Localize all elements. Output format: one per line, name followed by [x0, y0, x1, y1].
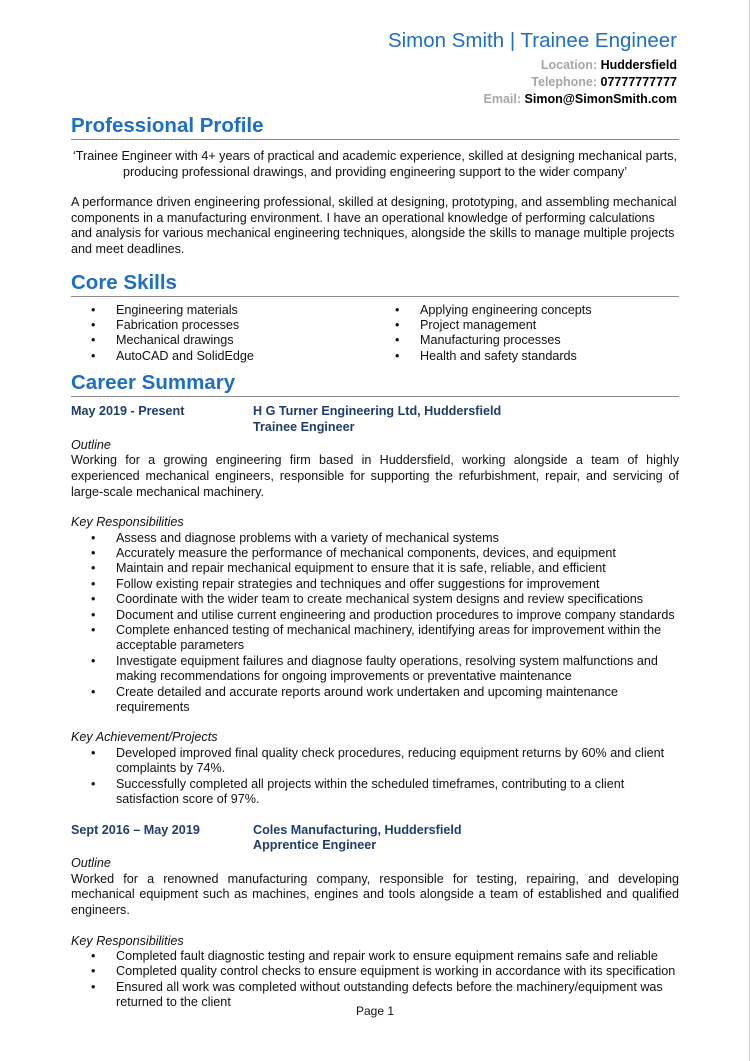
responsibilities-label: Key Responsibilities	[71, 515, 184, 530]
list-item: • Investigate equipment failures and diagnose faulty operations, resolving system malfunctions and making recommendations for ongoing improvements or preventative maintenance	[71, 654, 679, 685]
list-item: • Create detailed and accurate reports around work undertaken and upcoming maintenance requirements	[71, 685, 679, 716]
skills-heading: Core Skills	[71, 270, 679, 297]
telephone-label: Telephone:	[531, 75, 598, 89]
outline-label: Outline	[71, 438, 111, 452]
career-heading: Career Summary	[71, 370, 679, 397]
job-dates: Sept 2016 – May 2019	[71, 822, 200, 837]
name-title: Simon Smith | Trainee Engineer	[387, 29, 677, 52]
cv-content	[71, 113, 679, 1011]
job-outline: Working for a growing engineering firm based in Huddersfield, working alongside a team of highly experienced mechanical engineers, responsible for supporting the refurbishment, repair, and servicing of large-scale mechanical machinery.	[71, 453, 679, 499]
job-employer	[253, 404, 501, 435]
achievements-list	[71, 746, 679, 808]
job-employer	[253, 823, 462, 854]
telephone-line	[388, 74, 677, 91]
responsibilities-label: Key Responsibilities	[71, 933, 184, 948]
telephone-value: 07777777777	[600, 75, 677, 89]
skill-item: • Mechanical drawings	[71, 333, 375, 348]
cv-header	[388, 29, 677, 108]
job-company: Coles Manufacturing, Huddersfield	[253, 822, 462, 837]
list-item: • Completed quality control checks to ensure equipment is working in accordance with its specification	[71, 964, 679, 979]
job-entry	[71, 404, 679, 807]
skill-item: • Applying engineering concepts	[375, 303, 679, 318]
achievements-label: Key Achievement/Projects	[71, 730, 218, 745]
outline-label: Outline	[71, 856, 111, 871]
skill-item: • Manufacturing processes	[375, 333, 679, 348]
email-label: Email:	[483, 92, 522, 106]
job-entry	[71, 823, 679, 1011]
list-item: • Assess and diagnose problems with a variety of mechanical systems	[71, 531, 679, 546]
responsibilities-list	[71, 949, 679, 1011]
list-item: • Ensured all work was completed without outstanding defects before the machinery/equipment was returned to the client	[71, 980, 679, 1011]
list-item: • Maintain and repair mechanical equipment to ensure that it is safe, reliable, and efficient	[71, 561, 679, 576]
job-header	[71, 404, 679, 435]
list-item: • Coordinate with the wider team to create mechanical system designs and review specifications	[71, 592, 679, 607]
job-company: H G Turner Engineering Ltd, Huddersfield	[253, 404, 502, 419]
skill-item: • AutoCAD and SolidEdge	[71, 349, 375, 364]
list-item: • Developed improved final quality check procedures, reducing equipment returns by 60% and client complaints by 74%.	[71, 746, 679, 777]
profile-quote: ‘Trainee Engineer with 4+ years of practical and academic experience, skilled at designing mechanical parts, producing professional drawings, and providing engineering support to the wider company’	[72, 149, 677, 179]
job-role: Apprentice Engineer	[253, 837, 377, 852]
job-header	[71, 823, 679, 854]
email-value: Simon@SimonSmith.com	[524, 92, 677, 106]
list-item: • Accurately measure the performance of mechanical components, devices, and equipment	[71, 546, 679, 561]
list-item: • Completed fault diagnostic testing and repair work to ensure equipment remains safe and reliable	[71, 949, 679, 964]
skill-item: • Engineering materials	[71, 303, 375, 318]
responsibilities-list	[71, 531, 679, 716]
list-item: • Document and utilise current engineering and production procedures to improve company standards	[71, 608, 679, 623]
skill-item: • Health and safety standards	[375, 349, 679, 364]
list-item: • Complete enhanced testing of mechanical machinery, identifying areas for improvement within the acceptable parameters	[71, 623, 679, 654]
list-item: • Follow existing repair strategies and techniques and offer suggestions for improvement	[71, 577, 679, 592]
email-line	[388, 91, 677, 108]
job-dates: May 2019 - Present	[71, 404, 185, 419]
skill-item: • Project management	[375, 318, 679, 333]
skills-left-column	[71, 303, 375, 365]
job-role: Trainee Engineer	[253, 419, 355, 434]
skill-item: • Fabrication processes	[71, 318, 375, 333]
page-number: Page 1	[355, 1004, 395, 1018]
skills-list	[71, 303, 679, 365]
location-label: Location:	[540, 58, 598, 72]
profile-summary: A performance driven engineering professional, skilled at designing, prototyping, and assembling mechanical components in a manufacturing environment. I have an operational knowledge of performing calculations and analysis for various mechanical engineering techniques, alongside the skills to manage multiple projects and meet deadlines.	[71, 195, 677, 256]
skills-right-column	[375, 303, 679, 365]
profile-heading: Professional Profile	[71, 113, 679, 140]
location-line	[388, 57, 677, 74]
list-item: • Successfully completed all projects within the scheduled timeframes, contributing to a client satisfaction score of 97%.	[71, 777, 679, 808]
job-outline: Worked for a renowned manufacturing company, responsible for testing, repairing, and developing mechanical equipment such as machines, engines and tools alongside a team of established and qualified engineers.	[71, 871, 679, 917]
location-value: Huddersfield	[600, 58, 677, 72]
